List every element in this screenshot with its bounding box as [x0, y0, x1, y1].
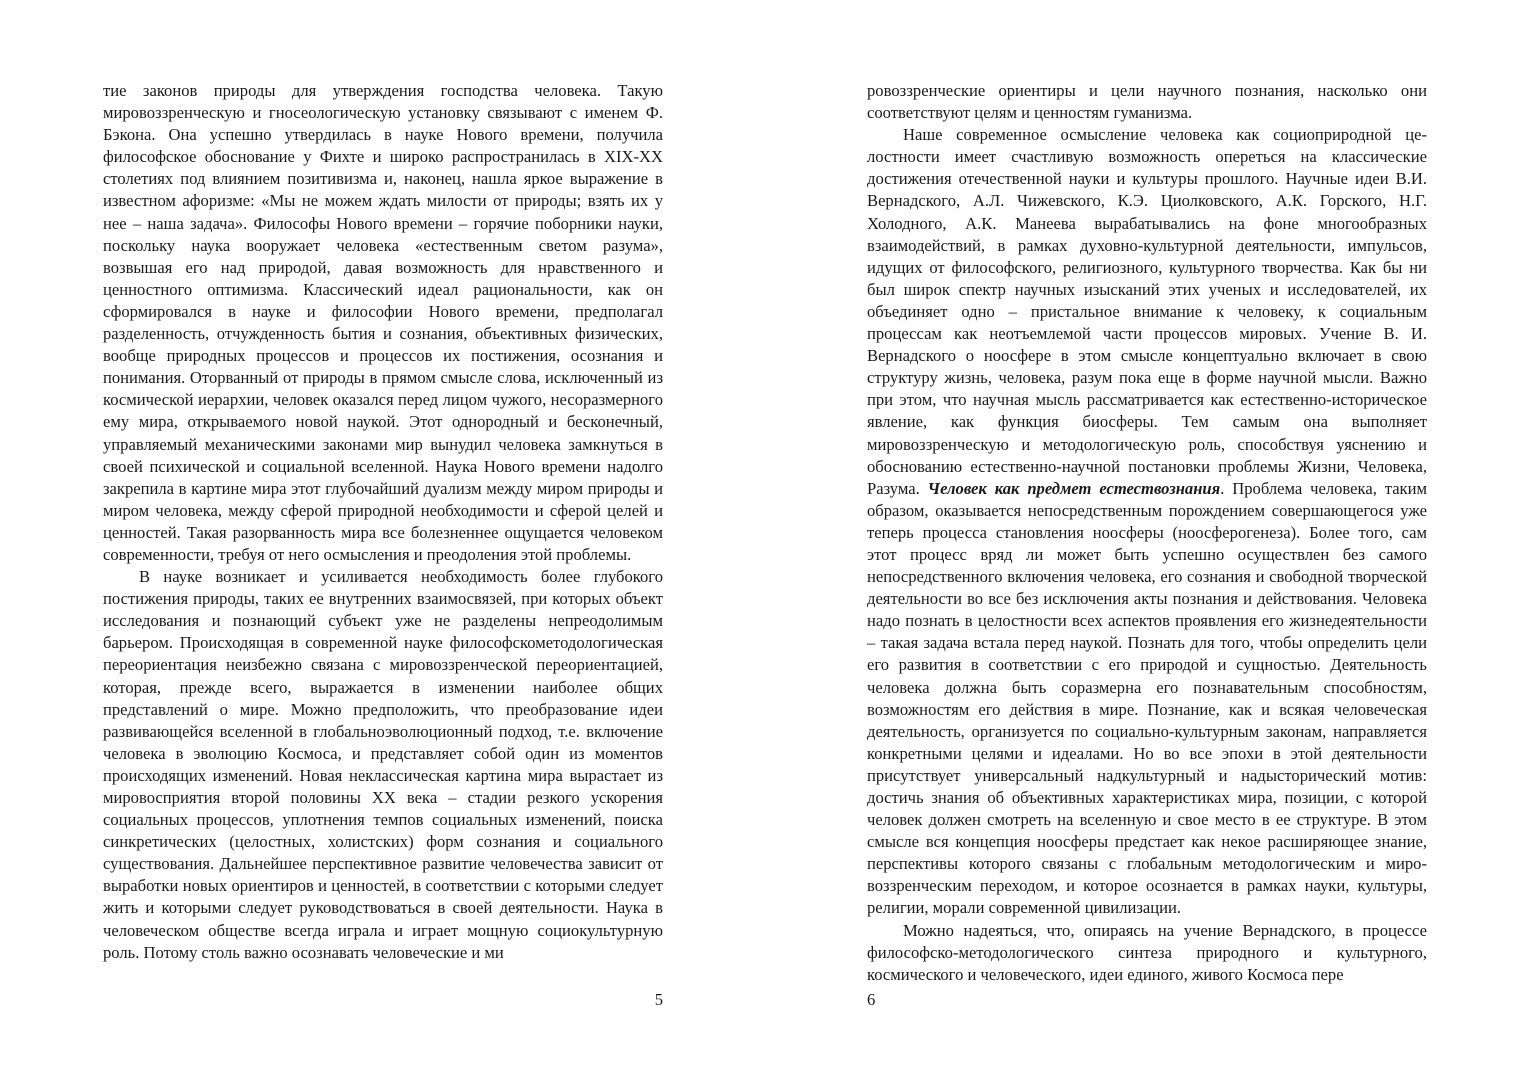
- right-paragraph-2-text-b: . Проблема человека, таким образом, оказывается непосредственным порождением совершающегося уже теперь процесса становления ноосферы (ноосферогенеза). Более того, сам этот процесс вряд ли может быть успешно осуществлен без самого непосредственного включения человека, его сознания и свободной творческой деятельности во все без исключения акты познания и действования. Человека надо познать в целостности всех аспектов проявления его жизнедеятельности – такая задача встала перед наукой. Познать для того, чтобы определить цели его развития в соответствии с его природой и сущностью. Деятельность человека должна быть соразмерна его познавательным способностям, возможностям его действия в мире. Познание, как и всякая человеческая деятельность, организуется по социально-культурным законам, направляется конкретными целями и идеалами. Но во все эпохи в этой деятельности присутствует универсальный надкультурный и надысторический мотив: достичь знания об объективных характеристиках мира, позиции, с которой человек должен смотреть на вселенную и свое место в ее структуре. В этом смысле вся концепция ноосферы предстает как некое расширяющее знание, перспективы которого связаны с глобальным методологическим и мировоззренческим переходом, и которое осознается в рамках науки, культуры, религии, морали современной цивилизации.: [867, 478, 1427, 918]
- left-page: [103, 80, 663, 1020]
- emphasis-phrase: Человек как предмет естествознания: [927, 478, 1221, 498]
- right-paragraph-1: ровоззренческие ориентиры и цели научного познания, насколько они соответствуют целям и ценностям гуманизма.: [867, 81, 1427, 123]
- left-paragraph-1: тие законов природы для утверждения господства человека. Такую мировоззренческую и гносеологическую установку связывают с именем Ф. Бэкона. Она успешно утвердилась в науке Нового времени, получила философское обоснование у Фихте и широко распространилась в XIX-XX столетиях под влиянием позитивизма и, наконец, нашла яркое выражение в известном афоризме: «Мы не можем ждать милости от природы; взять их у нее – наша задача». Философы Нового времени – горячие поборники науки, поскольку наука вооружает человека «естественным светом разума», возвышая его над природой, давая возможность для нравственного и ценностного оптимизма. Классический идеал рациональности, как он сформировался в науке и философии Нового времени, предполагал разделенность, отчужденность бытия и сознания, объективных физических, вообще природных процессов и процессов их постижения, осознания и понимания. Оторванный от природы в прямом смысле слова, исключенный из космической иерархии, человек оказался перед лицом чужого, несоразмерного ему мира, открываемого новой наукой. Этот однородный и бесконечный, управляемый механическими законами мир вынудил человека замкнуться в своей психической и социальной вселенной. Наука Нового времени надолго закрепила в картине мира этот глубочайший дуализм между миром природы и миром человека, между сферой природной необходимости и сферой целей и ценностей. Такая разорванность мира все болезненнее ощущается человеком современности, требуя от него осмысления и преодоления этой проблемы.: [103, 81, 663, 564]
- page-number-right: 6: [867, 990, 876, 1009]
- left-page-text: [103, 80, 663, 964]
- left-paragraph-2: В науке возникает и усиливается необходимость более глубокого постижения природы, таких ее внутренних взаимосвязей, при которых объект исследования и познающий субъект уже не разделены непреодолимым барьером. Происходящая в современной науке философскометодологическая переориентация неизбежно связана с мировоззренческой переориентацией, которая, прежде всего, выражается в изменении наиболее общих представлений о мире. Можно предположить, что преобразование идеи развивающейся вселенной в глобальноэволюционный подход, т.е. включение человека в эволюцию Космоса, и представляет собой один из моментов происходящих изменений. Новая неклассическая картина мира вырастает из мировосприятия второй половины XX века – стадии резкого ускорения социальных процессов, уплотнения темпов социальных изменений, поиска синкретических (целостных, холистских) форм сознания и социального существования. Дальнейшее перспективное развитие человечества зависит от выработки новых ориентиров и ценностей, в соответствии с которыми следует жить и которыми следует руководствоваться в своей деятельности. Наука в человеческом обществе всегда играла и играет мощную социокультурную роль. Потому столь важно осознавать человеческие и ми: [103, 567, 663, 962]
- right-page-text: [867, 80, 1427, 986]
- right-paragraph-2-text-a: Наше современное осмысление человека как социоприродной целостности имеет счастливую возможность опереться на классические достижения отечественной науки и культуры прошлого. Научные идеи В.И. Вернадского, А.Л. Чижевского, К.Э. Циолковского, А.К. Горского, Н.Г. Холодного, А.К. Манеева вырабатывались на фоне многообразных взаимодействий, в рамках духовно-культурной деятельности, импульсов, идущих от философского, религиозного, культурного творчества. Как бы ни был широк спектр научных изысканий этих ученых и исследователей, их объединяет одно – пристальное внимание к человеку, к социальным процессам как неотъемлемой части процессов мировых. Учение В. И. Вернадского о ноосфере в этом смысле концептуально включает в свою структуру жизнь, человека, разум пока еще в форме научной мысли. Важно при этом, что научная мысль рассматривается как естественно-историческое явление, как функция биосферы. Тем самым она выполняет мировоззренческую и методологическую роль, способствуя уяснению и обоснованию естественно-научной постановки проблемы Жизни, Человека, Разума.: [867, 125, 1427, 498]
- right-paragraph-2: [867, 124, 1427, 919]
- right-page: [867, 80, 1427, 1020]
- page-number-left: 5: [654, 990, 663, 1009]
- right-paragraph-3: Можно надеяться, что, опираясь на учение Вернадского, в процессе философско-методологического синтеза природного и культурного, космического и человеческого, идеи единого, живого Космоса пере: [867, 920, 1427, 984]
